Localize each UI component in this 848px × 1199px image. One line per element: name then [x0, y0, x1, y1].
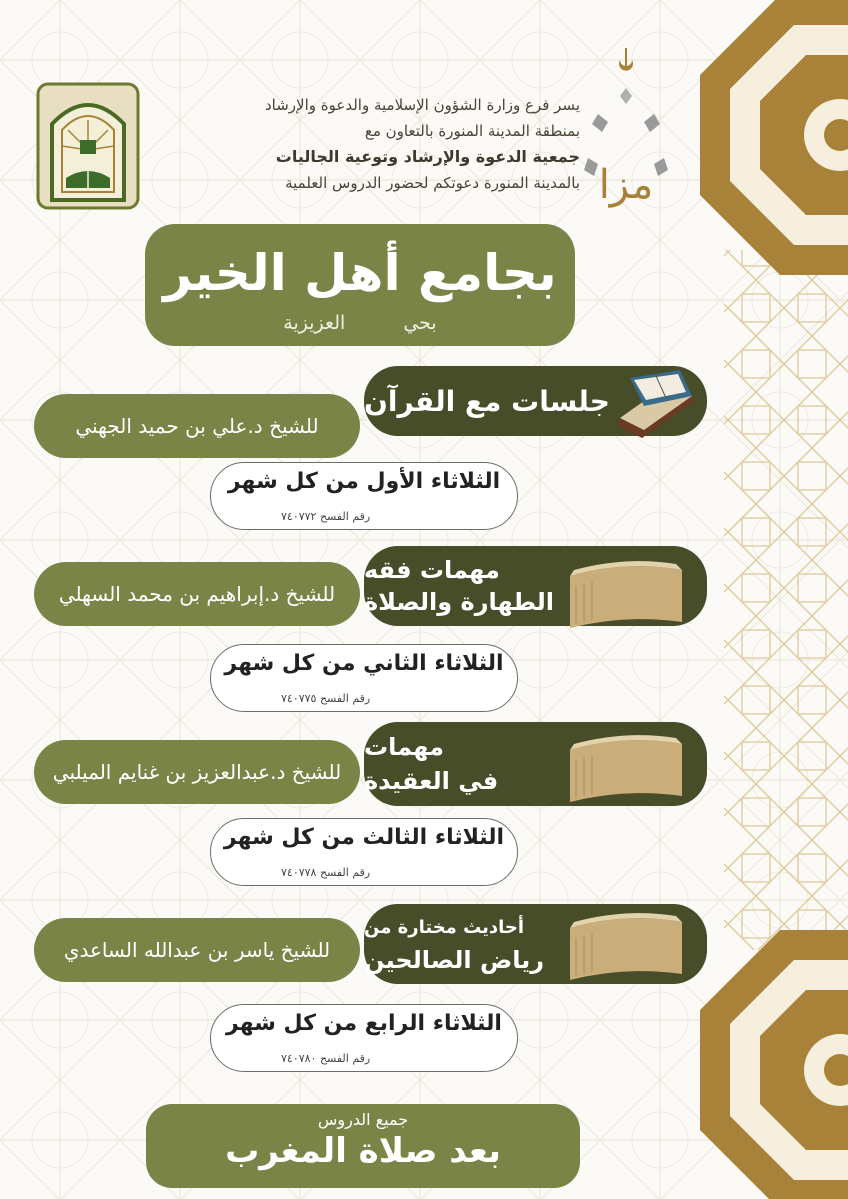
lesson-4-permit-code: رقم الفسح ٧٤٠٧٨٠	[281, 1052, 371, 1065]
lesson-2-day: الثلاثاء الثاني من كل شهر	[224, 651, 504, 676]
district-prefix: بحي	[403, 312, 437, 334]
lesson-2-title-line-2: الطهارة والصلاة	[364, 588, 555, 616]
old-book-icon	[566, 908, 686, 984]
lesson-1-schedule	[210, 462, 518, 530]
lesson-1-title-text: جلسات مع القرآن	[364, 384, 610, 418]
mosque-name: بجامع أهل الخير	[163, 244, 557, 302]
lesson-3-teacher: للشيخ د.عبدالعزيز بن غنايم الميلبي	[34, 740, 360, 804]
old-book-icon	[566, 556, 686, 632]
intro-line-2: بمنطقة المدينة المنورة بالتعاون مع	[364, 122, 580, 140]
quran-book-icon	[610, 366, 702, 442]
lesson-3-title-line-1: مهمات	[364, 733, 444, 761]
intro-line-3: جمعية الدعوة والإرشاد وتوعية الجاليات	[275, 147, 580, 166]
district-name: العزيزية	[283, 312, 346, 334]
lesson-2-permit-code: رقم الفسح ٧٤٠٧٧٥	[281, 692, 371, 705]
lesson-4-title-line-2: رياض الصالحين	[364, 946, 545, 974]
lesson-3-schedule	[210, 818, 518, 886]
lesson-4-schedule	[210, 1004, 518, 1072]
footer-after-maghrib: بعد صلاة المغرب	[225, 1131, 501, 1171]
mosque-district	[145, 312, 575, 334]
intro-text-block	[150, 92, 580, 196]
intro-line-4: بالمدينة المنورة دعوتكم لحضور الدروس العلمية	[285, 174, 580, 192]
lesson-3-day: الثلاثاء الثالث من كل شهر	[223, 825, 505, 850]
lesson-2-schedule	[210, 644, 518, 712]
old-book-icon	[566, 730, 686, 806]
lesson-2-teacher: للشيخ د.إبراهيم بن محمد السهلي	[34, 562, 360, 626]
maza-association-logo	[584, 48, 668, 228]
mosque-title-box	[145, 224, 575, 346]
footer-time-box	[146, 1104, 580, 1188]
lesson-4-title-line-1: أحاديث مختارة من	[364, 917, 525, 938]
lesson-4-teacher: للشيخ ياسر بن عبدالله الساعدي	[34, 918, 360, 982]
lesson-3-title-line-2: في العقيدة	[364, 767, 499, 795]
lesson-1-permit-code: رقم الفسح ٧٤٠٧٧٢	[281, 510, 371, 523]
maza-logo-text: مزا	[598, 162, 654, 208]
lesson-4-day: الثلاثاء الرابع من كل شهر	[226, 1011, 502, 1036]
ministry-logo	[32, 80, 144, 212]
intro-line-1: يسر فرع وزارة الشؤون الإسلامية والدعوة والإرشاد	[264, 96, 580, 114]
lesson-1-day: الثلاثاء الأول من كل شهر	[227, 469, 501, 494]
lesson-1-teacher: للشيخ د.علي بن حميد الجهني	[34, 394, 360, 458]
footer-all-lessons: جميع الدروس	[317, 1110, 409, 1129]
lesson-2-title-line-1: مهمات فقه	[364, 556, 500, 584]
lesson-3-permit-code: رقم الفسح ٧٤٠٧٧٨	[281, 866, 371, 879]
